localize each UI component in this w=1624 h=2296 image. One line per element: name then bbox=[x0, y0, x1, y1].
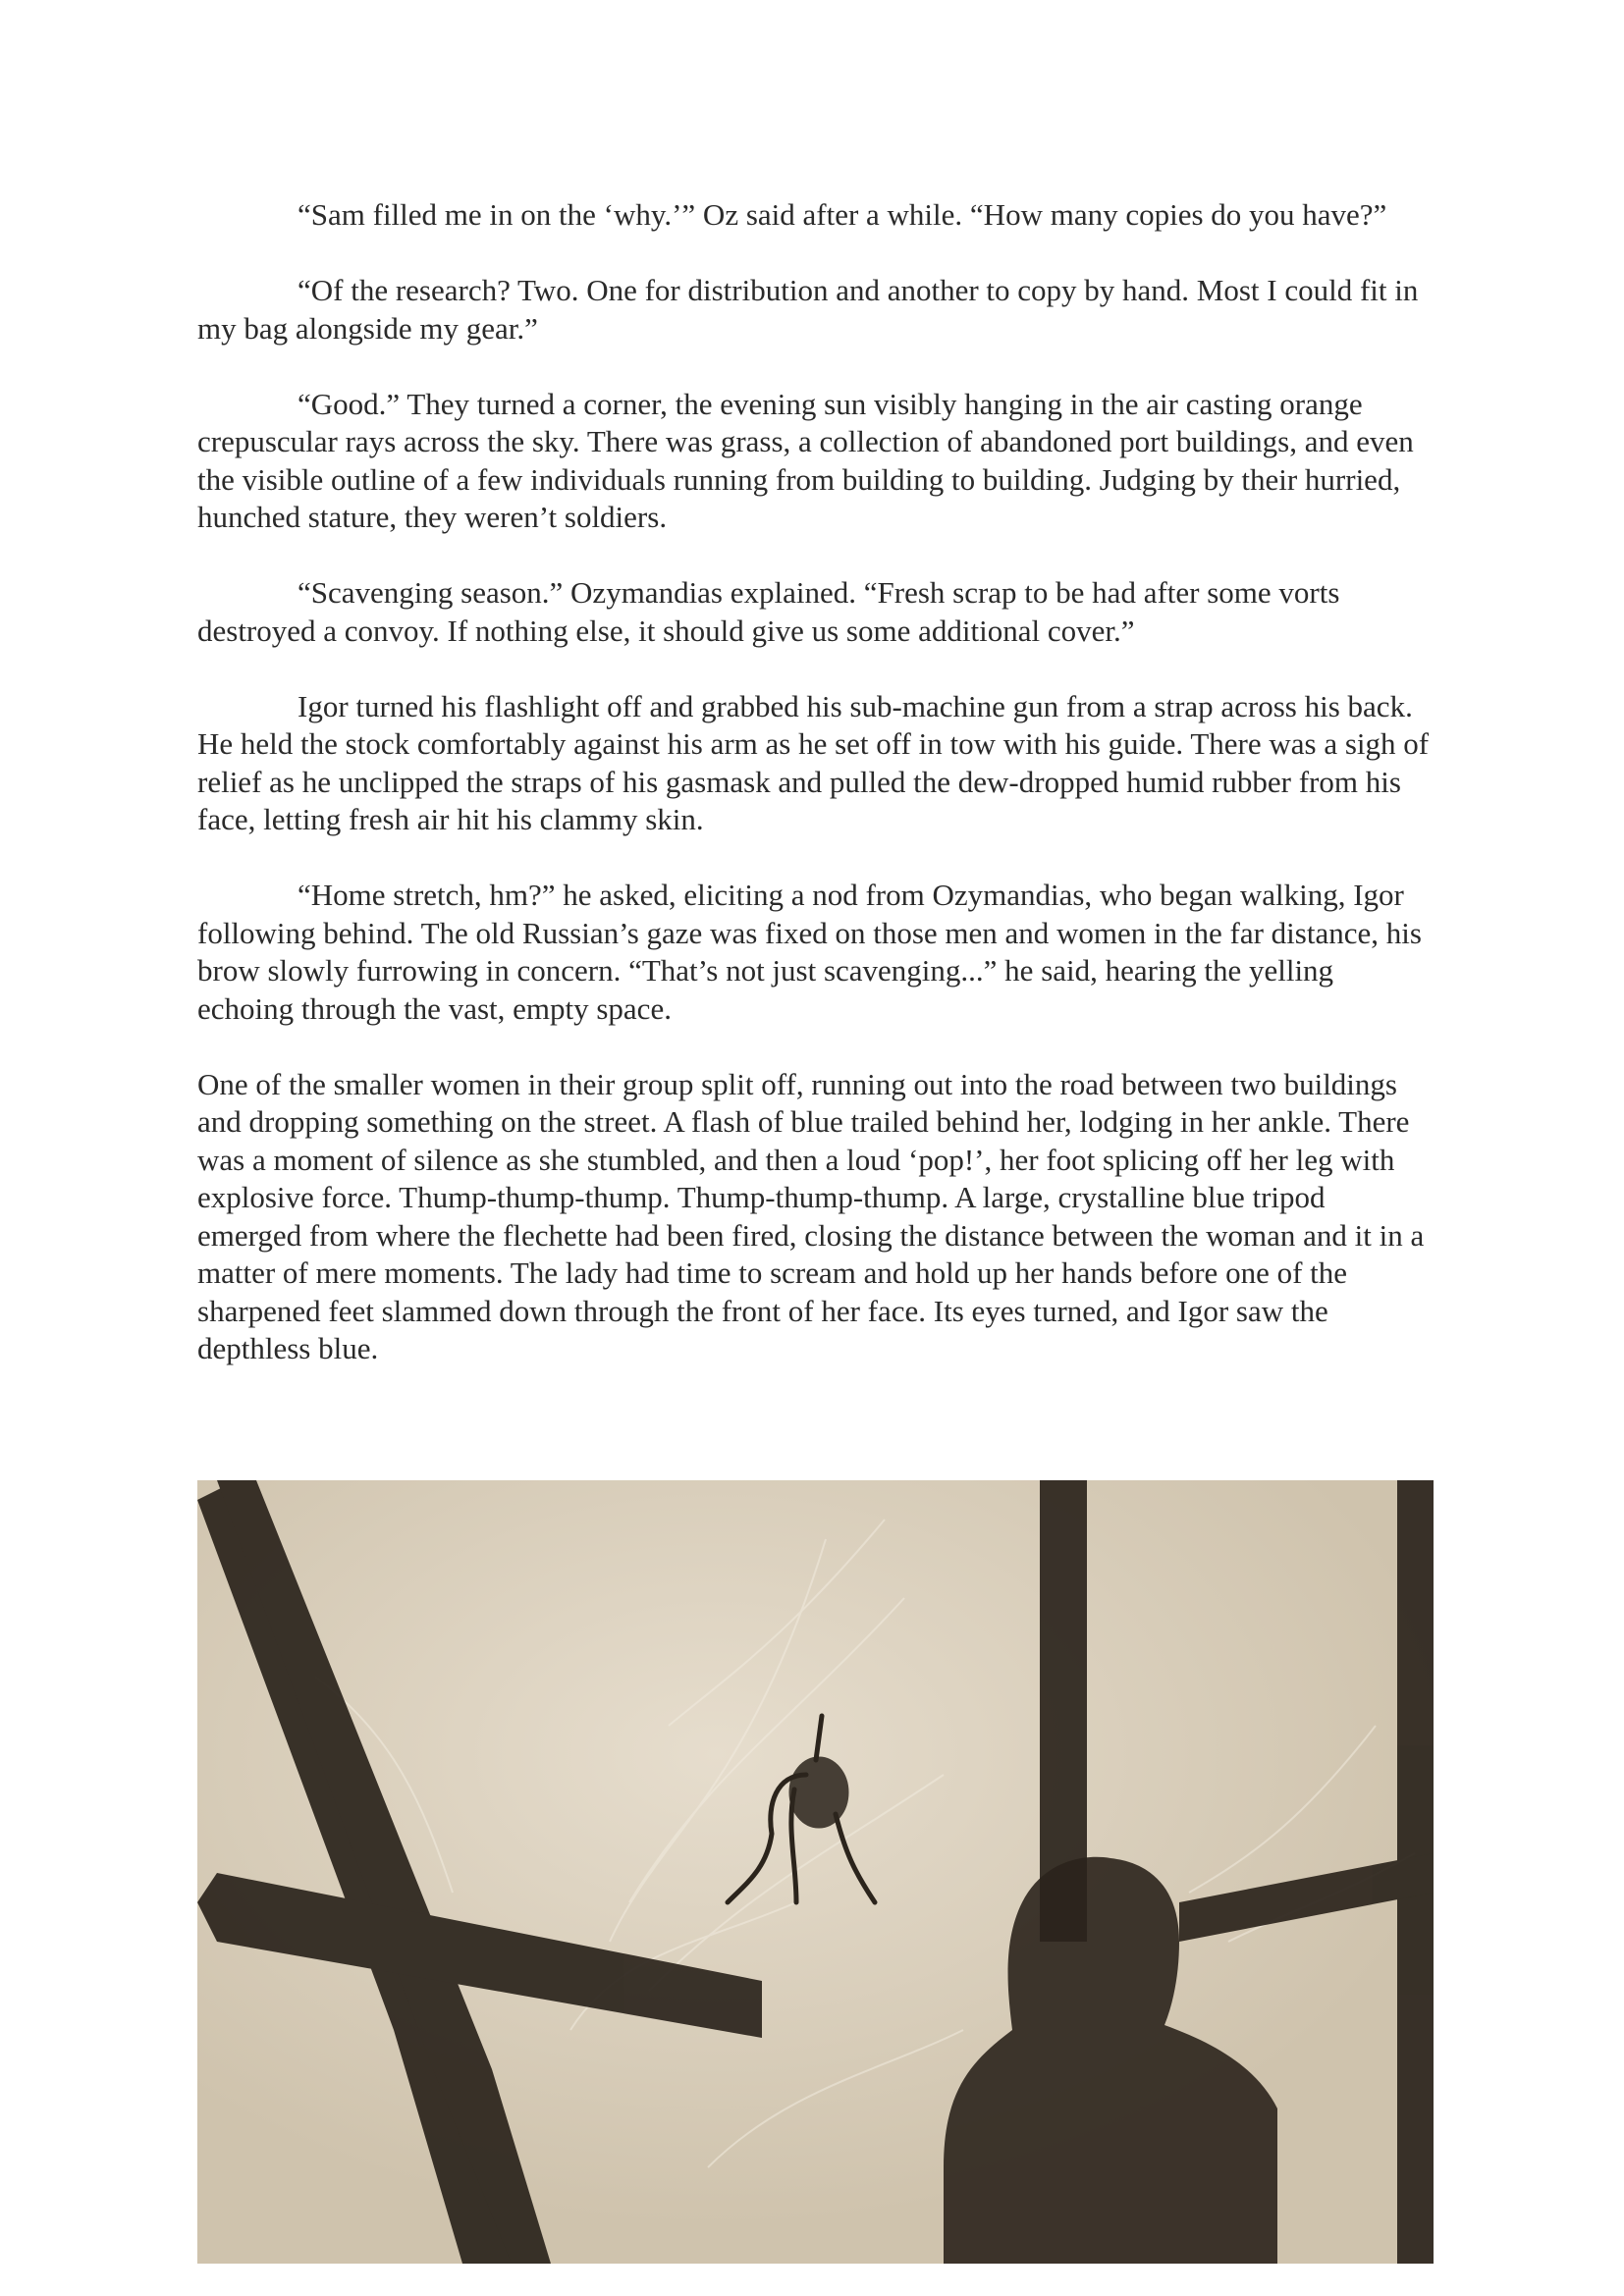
paragraph-6: “Home stretch, hm?” he asked, eliciting a nod from Ozymandias, who began walking, Igor following behind. The old Russian’s gaze was fixed on those men and women in the far distance, his brow slowly furrowing in concern. “That’s not just scavenging...” he said, hearing the yelling echoing through the vast, empty space. bbox=[197, 878, 1422, 1026]
paragraph-7: One of the smaller women in their group split off, running out into the road between two buildings and dropping something on the street. A flash of blue trailed behind her, lodging in her ankle. There was a moment of silence as she stumbled, and then a loud ‘pop!’, her foot splicing off her leg with explosive force. Thump-thump-thump. Thump-thump-thump. A large, crystalline blue tripod emerged from where the flechette had been fired, closing the distance between the woman and it in a matter of mere moments. The lady had time to scream and hold up her hands before one of the sharpened feet slammed down through the front of her face. Its eyes turned, and Igor saw the depthless blue. bbox=[197, 1066, 1425, 1365]
paragraph-4: “Scavenging season.” Ozymandias explained. “Fresh scrap to be had after some vorts destroyed a convoy. If nothing else, it should give us some additional cover.” bbox=[197, 575, 1340, 648]
paragraph-2: “Of the research? Two. One for distribution and another to copy by hand. Most I could fit in my bag alongside my gear.” bbox=[197, 273, 1419, 346]
paragraph-1: “Sam filled me in on the ‘why.’” Oz said after a while. “How many copies do you have?” bbox=[298, 197, 1387, 232]
illustration-tripod-through-window bbox=[197, 1480, 1434, 2264]
paragraph-5: Igor turned his flashlight off and grabbed his sub-machine gun from a strap across his back. He held the stock comfortably against his arm as he set off in tow with his guide. There was a sigh of relief as he unclipped the straps of his gasmask and pulled the dew-dropped humid rubber from his face, letting fresh air hit his clammy skin. bbox=[197, 688, 1430, 836]
illustration-art bbox=[197, 1480, 1434, 2264]
paragraph-3: “Good.” They turned a corner, the evening sun visibly hanging in the air casting orange crepuscular rays across the sky. There was grass, a collection of abandoned port buildings, and even the visible outline of a few individuals running from building to building. Judging by their hurried, hunched stature, they weren’t soldiers. bbox=[197, 386, 1414, 534]
story-text bbox=[197, 196, 1433, 1406]
